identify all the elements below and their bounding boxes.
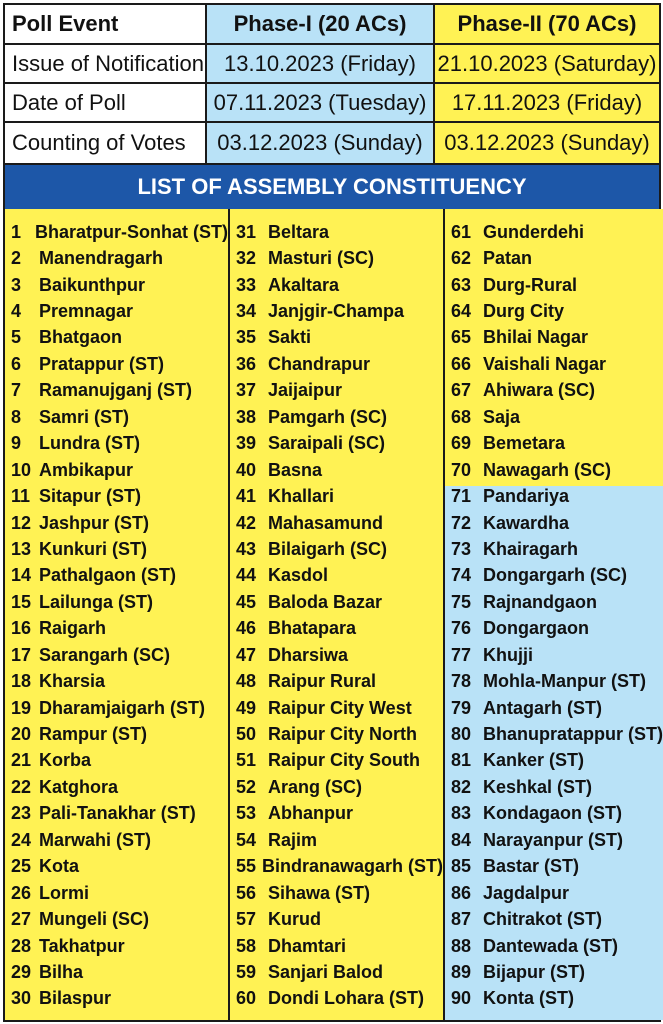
constituency-name: Kanker (ST) bbox=[483, 750, 585, 771]
constituency-number: 74 bbox=[451, 565, 472, 586]
constituency-number: 64 bbox=[451, 301, 472, 322]
constituency-name: Bastar (ST) bbox=[483, 856, 580, 877]
constituency-number: 47 bbox=[236, 644, 257, 665]
constituency-item bbox=[445, 510, 663, 536]
constituency-item bbox=[230, 563, 443, 589]
constituency-number: 21 bbox=[11, 750, 32, 771]
constituency-item bbox=[445, 536, 663, 562]
constituency-number: 24 bbox=[11, 829, 32, 850]
constituency-item bbox=[5, 668, 228, 694]
constituency-item bbox=[230, 219, 443, 245]
constituency-number: 4 bbox=[11, 301, 22, 322]
constituency-name: Mohla-Manpur (ST) bbox=[483, 671, 646, 692]
constituency-name: Pandariya bbox=[483, 486, 570, 507]
header-poll-event: Poll Event bbox=[5, 5, 207, 43]
constituency-item bbox=[5, 563, 228, 589]
constituency-name: Kondagaon (ST) bbox=[483, 803, 622, 824]
constituency-name: Vaishali Nagar bbox=[483, 353, 607, 374]
constituency-number: 39 bbox=[236, 433, 257, 454]
constituency-name: Basna bbox=[268, 459, 323, 480]
constituency-name: Sakti bbox=[268, 327, 312, 348]
constituency-name: Saraipali (SC) bbox=[268, 433, 386, 454]
schedule-header-row bbox=[5, 5, 659, 45]
constituency-name: Kunkuri (ST) bbox=[39, 538, 147, 559]
constituency-number: 44 bbox=[236, 565, 257, 586]
constituency-name: Bharatpur-Sonhat (ST) bbox=[35, 221, 228, 242]
constituency-item bbox=[5, 933, 228, 959]
constituency-name: Raipur City North bbox=[268, 724, 418, 745]
constituency-name: Akaltara bbox=[268, 274, 340, 295]
constituency-item bbox=[445, 668, 663, 694]
constituency-number: 30 bbox=[11, 988, 32, 1009]
constituency-number: 25 bbox=[11, 856, 32, 877]
constituency-name: Durg-Rural bbox=[483, 274, 577, 295]
constituency-item bbox=[230, 404, 443, 430]
constituency-item bbox=[230, 457, 443, 483]
constituency-name: Kurud bbox=[268, 909, 321, 930]
constituency-item bbox=[445, 325, 663, 351]
constituency-name: Korba bbox=[39, 750, 92, 771]
constituency-item bbox=[230, 351, 443, 377]
constituency-item bbox=[5, 748, 228, 774]
constituency-number: 29 bbox=[11, 961, 32, 982]
constituency-number: 37 bbox=[236, 380, 257, 401]
constituency-number: 28 bbox=[11, 935, 32, 956]
constituency-name: Jaijaipur bbox=[268, 380, 343, 401]
constituency-name: Jashpur (ST) bbox=[39, 512, 150, 533]
constituency-name: Dharamjaigarh (ST) bbox=[39, 697, 206, 718]
constituency-item bbox=[445, 748, 663, 774]
constituency-item bbox=[445, 801, 663, 827]
constituency-item bbox=[5, 219, 228, 245]
constituency-number: 53 bbox=[236, 803, 257, 824]
constituency-number: 75 bbox=[451, 591, 472, 612]
constituency-name: Kawardha bbox=[483, 512, 570, 533]
constituency-name: Rampur (ST) bbox=[39, 724, 147, 745]
constituency-item bbox=[445, 774, 663, 800]
constituency-number: 10 bbox=[11, 459, 32, 480]
constituency-number: 86 bbox=[451, 882, 472, 903]
constituency-number: 65 bbox=[451, 327, 472, 348]
constituency-item bbox=[445, 616, 663, 642]
constituency-name: Sarangarh (SC) bbox=[39, 644, 171, 665]
constituency-name: Keshkal (ST) bbox=[483, 776, 593, 797]
constituency-number: 16 bbox=[11, 618, 32, 639]
constituency-number: 8 bbox=[11, 406, 22, 427]
constituency-item bbox=[445, 219, 663, 245]
constituency-number: 9 bbox=[11, 433, 22, 454]
constituency-item bbox=[5, 959, 228, 985]
constituency-item bbox=[5, 245, 228, 271]
constituency-number: 63 bbox=[451, 274, 472, 295]
constituency-number: 17 bbox=[11, 644, 32, 665]
constituency-item bbox=[445, 880, 663, 906]
constituency-item bbox=[445, 272, 663, 298]
constituency-item bbox=[445, 827, 663, 853]
constituency-number: 19 bbox=[11, 697, 32, 718]
constituency-name: Antagarh (ST) bbox=[483, 697, 602, 718]
constituency-item bbox=[445, 906, 663, 932]
constituency-name: Abhanpur bbox=[268, 803, 353, 824]
constituency-number: 22 bbox=[11, 776, 32, 797]
constituency-number: 77 bbox=[451, 644, 472, 665]
constituency-item bbox=[445, 298, 663, 324]
constituency-item bbox=[445, 404, 663, 430]
constituency-number: 18 bbox=[11, 671, 32, 692]
constituency-number: 89 bbox=[451, 961, 472, 982]
constituency-name: Rajim bbox=[268, 829, 318, 850]
event-label: Counting of Votes bbox=[5, 123, 207, 163]
header-phase-1: Phase-I (20 ACs) bbox=[207, 5, 435, 43]
constituency-item bbox=[5, 378, 228, 404]
constituency-number: 66 bbox=[451, 353, 472, 374]
constituency-number: 57 bbox=[236, 909, 257, 930]
constituency-name: Dongargaon bbox=[483, 618, 589, 639]
constituency-name: Narayanpur (ST) bbox=[483, 829, 624, 850]
constituency-item bbox=[5, 774, 228, 800]
constituency-name: Takhatpur bbox=[39, 935, 125, 956]
constituency-name: Marwahi (ST) bbox=[39, 829, 152, 850]
constituency-name: Bhanupratappur (ST) bbox=[483, 724, 663, 745]
constituency-name: Ambikapur bbox=[39, 459, 134, 480]
constituency-number: 71 bbox=[451, 486, 472, 507]
constituency-item bbox=[445, 933, 663, 959]
constituency-number: 26 bbox=[11, 882, 32, 903]
constituency-name: Gunderdehi bbox=[483, 221, 585, 242]
schedule-row-counting bbox=[5, 123, 659, 163]
constituency-item bbox=[5, 510, 228, 536]
constituency-name: Bilaspur bbox=[39, 988, 112, 1009]
constituency-number: 13 bbox=[11, 538, 32, 559]
constituency-name: Lundra (ST) bbox=[39, 433, 140, 454]
constituency-name: Samri (ST) bbox=[39, 406, 130, 427]
constituency-item bbox=[5, 721, 228, 747]
constituency-item bbox=[5, 906, 228, 932]
constituency-number: 51 bbox=[236, 750, 257, 771]
constituency-name: Lailunga (ST) bbox=[39, 591, 153, 612]
constituency-number: 23 bbox=[11, 803, 32, 824]
constituency-name: Pali-Tanakhar (ST) bbox=[39, 803, 196, 824]
constituency-number: 85 bbox=[451, 856, 472, 877]
constituency-name: Janjgir-Champa bbox=[268, 301, 405, 322]
constituency-number: 32 bbox=[236, 248, 257, 269]
constituency-item bbox=[5, 801, 228, 827]
constituency-item bbox=[5, 483, 228, 509]
event-label: Issue of Notification bbox=[5, 45, 207, 82]
constituency-number: 46 bbox=[236, 618, 257, 639]
constituency-number: 36 bbox=[236, 353, 257, 374]
constituency-number: 90 bbox=[451, 988, 472, 1009]
constituency-item bbox=[445, 457, 663, 483]
constituency-item bbox=[445, 351, 663, 377]
constituency-name: Khujji bbox=[483, 644, 533, 665]
constituency-item bbox=[5, 986, 228, 1012]
constituency-item bbox=[5, 404, 228, 430]
constituency-name: Masturi (SC) bbox=[268, 248, 375, 269]
constituency-name: Dongargarh (SC) bbox=[483, 565, 627, 586]
constituency-number: 33 bbox=[236, 274, 257, 295]
constituency-name: Premnagar bbox=[39, 301, 134, 322]
constituency-number: 7 bbox=[11, 380, 22, 401]
constituency-number: 67 bbox=[451, 380, 472, 401]
schedule-row-notification bbox=[5, 45, 659, 84]
constituency-item bbox=[230, 483, 443, 509]
constituency-item bbox=[230, 854, 443, 880]
constituency-name: Durg City bbox=[483, 301, 564, 322]
constituency-item bbox=[445, 431, 663, 457]
constituency-item bbox=[230, 774, 443, 800]
constituency-number: 87 bbox=[451, 909, 472, 930]
constituency-number: 62 bbox=[451, 248, 472, 269]
constituency-column-1 bbox=[5, 209, 230, 1020]
constituency-item bbox=[445, 959, 663, 985]
constituency-number: 61 bbox=[451, 221, 472, 242]
constituency-item bbox=[445, 378, 663, 404]
constituency-number: 80 bbox=[451, 724, 472, 745]
constituency-name: Pathalgaon (ST) bbox=[39, 565, 177, 586]
header-phase-2: Phase-II (70 ACs) bbox=[435, 5, 659, 43]
constituency-item bbox=[230, 933, 443, 959]
constituency-item bbox=[230, 906, 443, 932]
constituency-name: Dondi Lohara (ST) bbox=[268, 988, 424, 1009]
constituency-item bbox=[230, 986, 443, 1012]
constituency-number: 6 bbox=[11, 353, 22, 374]
constituency-item bbox=[5, 431, 228, 457]
constituency-name: Khairagarh bbox=[483, 538, 579, 559]
constituency-number: 38 bbox=[236, 406, 257, 427]
constituency-name: Bhatapara bbox=[268, 618, 357, 639]
constituency-number: 31 bbox=[236, 221, 257, 242]
constituency-name: Bijapur (ST) bbox=[483, 961, 585, 982]
constituency-item bbox=[445, 986, 663, 1012]
constituency-number: 35 bbox=[236, 327, 257, 348]
constituency-number: 83 bbox=[451, 803, 472, 824]
phase-2-date: 21.10.2023 (Saturday) bbox=[435, 45, 659, 82]
constituency-item bbox=[5, 827, 228, 853]
constituency-item bbox=[5, 642, 228, 668]
constituency-number: 56 bbox=[236, 882, 257, 903]
constituency-item bbox=[230, 378, 443, 404]
constituency-item bbox=[230, 880, 443, 906]
constituency-number: 27 bbox=[11, 909, 32, 930]
constituency-item bbox=[445, 695, 663, 721]
phase-1-date: 07.11.2023 (Tuesday) bbox=[207, 84, 435, 121]
constituency-number: 78 bbox=[451, 671, 472, 692]
constituency-name: Mungeli (SC) bbox=[39, 909, 149, 930]
constituency-name: Arang (SC) bbox=[268, 776, 362, 797]
constituency-number: 76 bbox=[451, 618, 472, 639]
constituency-number: 3 bbox=[11, 274, 22, 295]
constituency-name: Ahiwara (SC) bbox=[483, 380, 596, 401]
constituency-name: Khallari bbox=[268, 486, 335, 507]
constituency-item bbox=[445, 854, 663, 880]
constituency-name: Kota bbox=[39, 856, 79, 877]
constituency-item bbox=[230, 272, 443, 298]
constituency-number: 73 bbox=[451, 538, 472, 559]
constituency-number: 15 bbox=[11, 591, 32, 612]
constituency-list bbox=[3, 209, 661, 1022]
constituency-item bbox=[230, 431, 443, 457]
constituency-name: Baikunthpur bbox=[39, 274, 145, 295]
constituency-item bbox=[5, 854, 228, 880]
constituency-item bbox=[5, 298, 228, 324]
constituency-name: Dhamtari bbox=[268, 935, 347, 956]
constituency-name: Chitrakot (ST) bbox=[483, 909, 602, 930]
constituency-number: 50 bbox=[236, 724, 257, 745]
constituency-number: 20 bbox=[11, 724, 32, 745]
constituency-name: Chandrapur bbox=[268, 353, 371, 374]
constituency-name: Bilha bbox=[39, 961, 84, 982]
constituency-item bbox=[230, 721, 443, 747]
constituency-name: Kasdol bbox=[268, 565, 329, 586]
constituency-item bbox=[230, 298, 443, 324]
phase-1-date: 03.12.2023 (Sunday) bbox=[207, 123, 435, 163]
constituency-name: Sitapur (ST) bbox=[39, 486, 141, 507]
constituency-name: Sihawa (ST) bbox=[268, 882, 371, 903]
constituency-name: Kharsia bbox=[39, 671, 106, 692]
constituency-number: 79 bbox=[451, 697, 472, 718]
constituency-name: Raipur City South bbox=[268, 750, 420, 771]
constituency-number: 1 bbox=[11, 221, 22, 242]
constituency-number: 88 bbox=[451, 935, 472, 956]
constituency-item bbox=[5, 589, 228, 615]
constituency-number: 60 bbox=[236, 988, 257, 1009]
constituency-list-banner: LIST OF ASSEMBLY CONSTITUENCY bbox=[3, 165, 661, 209]
constituency-number: 54 bbox=[236, 829, 257, 850]
constituency-number: 48 bbox=[236, 671, 257, 692]
constituency-number: 49 bbox=[236, 697, 257, 718]
constituency-number: 11 bbox=[11, 486, 31, 507]
constituency-item bbox=[230, 536, 443, 562]
constituency-number: 84 bbox=[451, 829, 472, 850]
constituency-number: 41 bbox=[236, 486, 257, 507]
constituency-name: Bindranawagarh (ST) bbox=[261, 856, 443, 877]
constituency-item bbox=[445, 721, 663, 747]
constituency-name: Raipur City West bbox=[268, 697, 412, 718]
constituency-number: 42 bbox=[236, 512, 257, 533]
constituency-item bbox=[5, 325, 228, 351]
constituency-name: Bhilai Nagar bbox=[483, 327, 589, 348]
constituency-number: 52 bbox=[236, 776, 257, 797]
constituency-name: Dantewada (ST) bbox=[483, 935, 619, 956]
constituency-item bbox=[230, 801, 443, 827]
phase-2-date: 03.12.2023 (Sunday) bbox=[435, 123, 659, 163]
constituency-name: Nawagarh (SC) bbox=[483, 459, 612, 480]
constituency-item bbox=[230, 589, 443, 615]
constituency-item bbox=[5, 457, 228, 483]
constituency-name: Manendragarh bbox=[39, 248, 164, 269]
constituency-item bbox=[5, 616, 228, 642]
constituency-item bbox=[5, 536, 228, 562]
constituency-item bbox=[230, 827, 443, 853]
constituency-column-2 bbox=[230, 209, 445, 1020]
constituency-name: Baloda Bazar bbox=[268, 591, 383, 612]
constituency-item bbox=[230, 325, 443, 351]
constituency-item bbox=[445, 642, 663, 668]
constituency-name: Ramanujganj (ST) bbox=[39, 380, 193, 401]
schedule-row-poll-date bbox=[5, 84, 659, 123]
constituency-item bbox=[5, 695, 228, 721]
constituency-number: 34 bbox=[236, 301, 257, 322]
poll-schedule-table bbox=[3, 3, 661, 165]
constituency-number: 43 bbox=[236, 538, 257, 559]
constituency-name: Patan bbox=[483, 248, 533, 269]
constituency-item bbox=[230, 510, 443, 536]
event-label: Date of Poll bbox=[5, 84, 207, 121]
constituency-number: 68 bbox=[451, 406, 472, 427]
constituency-column-3 bbox=[445, 209, 663, 1020]
constituency-name: Jagdalpur bbox=[483, 882, 570, 903]
constituency-name: Rajnandgaon bbox=[483, 591, 598, 612]
constituency-name: Sanjari Balod bbox=[268, 961, 384, 982]
constituency-number: 40 bbox=[236, 459, 257, 480]
constituency-item bbox=[230, 959, 443, 985]
constituency-number: 5 bbox=[11, 327, 22, 348]
constituency-number: 55 bbox=[236, 856, 257, 877]
constituency-name: Bilaigarh (SC) bbox=[268, 538, 388, 559]
phase-1-date: 13.10.2023 (Friday) bbox=[207, 45, 435, 82]
constituency-number: 2 bbox=[11, 248, 22, 269]
constituency-number: 72 bbox=[451, 512, 472, 533]
constituency-item bbox=[5, 351, 228, 377]
phase-2-date: 17.11.2023 (Friday) bbox=[435, 84, 659, 121]
constituency-name: Pamgarh (SC) bbox=[268, 406, 388, 427]
constituency-name: Bemetara bbox=[483, 433, 566, 454]
constituency-number: 81 bbox=[451, 750, 472, 771]
constituency-number: 59 bbox=[236, 961, 257, 982]
constituency-item bbox=[230, 642, 443, 668]
constituency-name: Mahasamund bbox=[268, 512, 384, 533]
constituency-item bbox=[445, 589, 663, 615]
constituency-item bbox=[445, 483, 663, 509]
constituency-item bbox=[5, 272, 228, 298]
constituency-name: Bhatgaon bbox=[39, 327, 122, 348]
constituency-item bbox=[445, 245, 663, 271]
constituency-item bbox=[230, 616, 443, 642]
constituency-item bbox=[230, 748, 443, 774]
constituency-item bbox=[230, 668, 443, 694]
constituency-number: 45 bbox=[236, 591, 257, 612]
constituency-name: Lormi bbox=[39, 882, 90, 903]
constituency-item bbox=[230, 695, 443, 721]
constituency-number: 82 bbox=[451, 776, 472, 797]
constituency-number: 58 bbox=[236, 935, 257, 956]
constituency-name: Saja bbox=[483, 406, 521, 427]
constituency-name: Dharsiwa bbox=[268, 644, 349, 665]
constituency-name: Raigarh bbox=[39, 618, 107, 639]
constituency-number: 70 bbox=[451, 459, 472, 480]
constituency-item bbox=[5, 880, 228, 906]
constituency-name: Konta (ST) bbox=[483, 988, 574, 1009]
constituency-number: 69 bbox=[451, 433, 472, 454]
constituency-item bbox=[230, 245, 443, 271]
constituency-number: 14 bbox=[11, 565, 32, 586]
constituency-number: 12 bbox=[11, 512, 32, 533]
constituency-name: Beltara bbox=[268, 221, 330, 242]
constituency-item bbox=[445, 563, 663, 589]
constituency-name: Katghora bbox=[39, 776, 119, 797]
constituency-name: Raipur Rural bbox=[268, 671, 377, 692]
constituency-name: Pratappur (ST) bbox=[39, 353, 165, 374]
